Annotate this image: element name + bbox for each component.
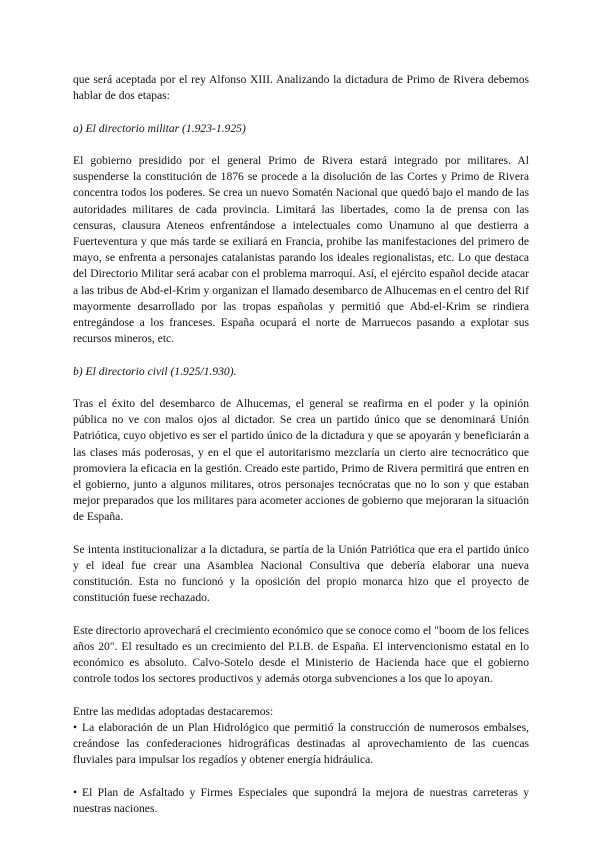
document-body [73,72,529,833]
measure-item [73,785,529,817]
bullet-icon: • [73,785,78,799]
measure-item [73,720,529,769]
intro-paragraph: que será aceptada por el rey Alfonso XIII. Analizando la dictadura de Primo de Rivera debemos hablar de dos etapas: [73,73,529,103]
section-b-paragraph: Tras el éxito del desembarco de Alhucemas, el general se reafirma en el poder y la opinión pública no ve con malos ojos al dictador. Se crea un partido único que se denominará Unión Patriótica, cuyo objetivo es ser el partido único de la dictadura y que se apoyarán y beneficiarán a las clases más poderosas, y en el que el autoritarismo mezclaría un cierto aire tecnocrático que promoviera la eficacia en la gestión. Creado este partido, Primo de Rivera permitirá que entren en el gobierno, junto a algunos militares, otros personajes tecnócratas que no lo son y que estaban mejor preparados que los militares para acometer acciones de gobierno que mejoraran la situación de España. [73,397,529,524]
measures-intro: Entre las medidas adoptadas destacaremos: [73,704,274,718]
economia-paragraph: Este directorio aprovechará el crecimiento económico que se conoce como el "boom de los felices años 20". El resultado es un crecimiento del P.I.B. de España. El intervencionismo estatal en lo económico es absoluto. Calvo-Sotelo desde el Ministerio de Hacienda hace que el gobierno controle todos los sectores productivos y además otorga subvenciones a los que lo apoyan. [73,623,529,686]
section-a-heading: a) El directorio militar (1.923-1.925) [73,121,246,135]
measure-text: La elaboración de un Plan Hidrológico que permitió la construcción de numerosos embalses, creándose las confederaciones hidrográficas destinadas al aprovechamiento de las cuencas fluviales para impulsar los regadíos y obtener energía hidráulica. [73,721,529,767]
section-b-heading: b) El directorio civil (1.925/1.930). [73,364,237,378]
section-a-paragraph: El gobierno presidido por el general Primo de Rivera estará integrado por militares. Al suspenderse la constitución de 1876 se procede a la disolución de las Cortes y Primo de Rivera concentra todos los poderes. Se crea un nuevo Somatén Nacional que quedó bajo el mando de las autoridades militares de cada provincia. Limitará las libertades, como la de prensa con las censuras, clausura Ateneos enfrentándose a intelectuales como Unamuno al que destierra a Fuerteventura y que más tarde se exiliará en Francia, prohibe las manifestaciones del primero de mayo, se enfrenta a personajes catalanistas parando los ideales regionalistas, etc. Lo que destaca del Directorio Militar será acabar con el problema marroquí. Así, el ejército español decide atacar a las tribus de Abd-el-Krim y organizan el llamado desembarco de Alhucemas en el centro del Rif mayormente desarrollado por las tropas españolas y permitió que Abd-el-Krim se rindiera entregándose a los franceses. España ocupará el norte de Marruecos pasando a explotar sus recursos mineros, etc. [73,153,529,346]
bullet-icon: • [73,721,78,735]
institucionalizar-paragraph: Se intenta institucionalizar a la dictadura, se partía de la Unión Patriótica que era el partido único y el ideal fue crear una Asamblea Nacional Consultiva que debería elaborar una nueva constitución. Esta no funcionó y la oposición del propio monarca hizo que el proyecto de constitución fuese rechazado. [73,542,529,605]
measure-text: El Plan de Asfaltado y Firmes Especiales que supondrá la mejora de nuestras carreteras y nuestras naciones. [73,785,529,816]
